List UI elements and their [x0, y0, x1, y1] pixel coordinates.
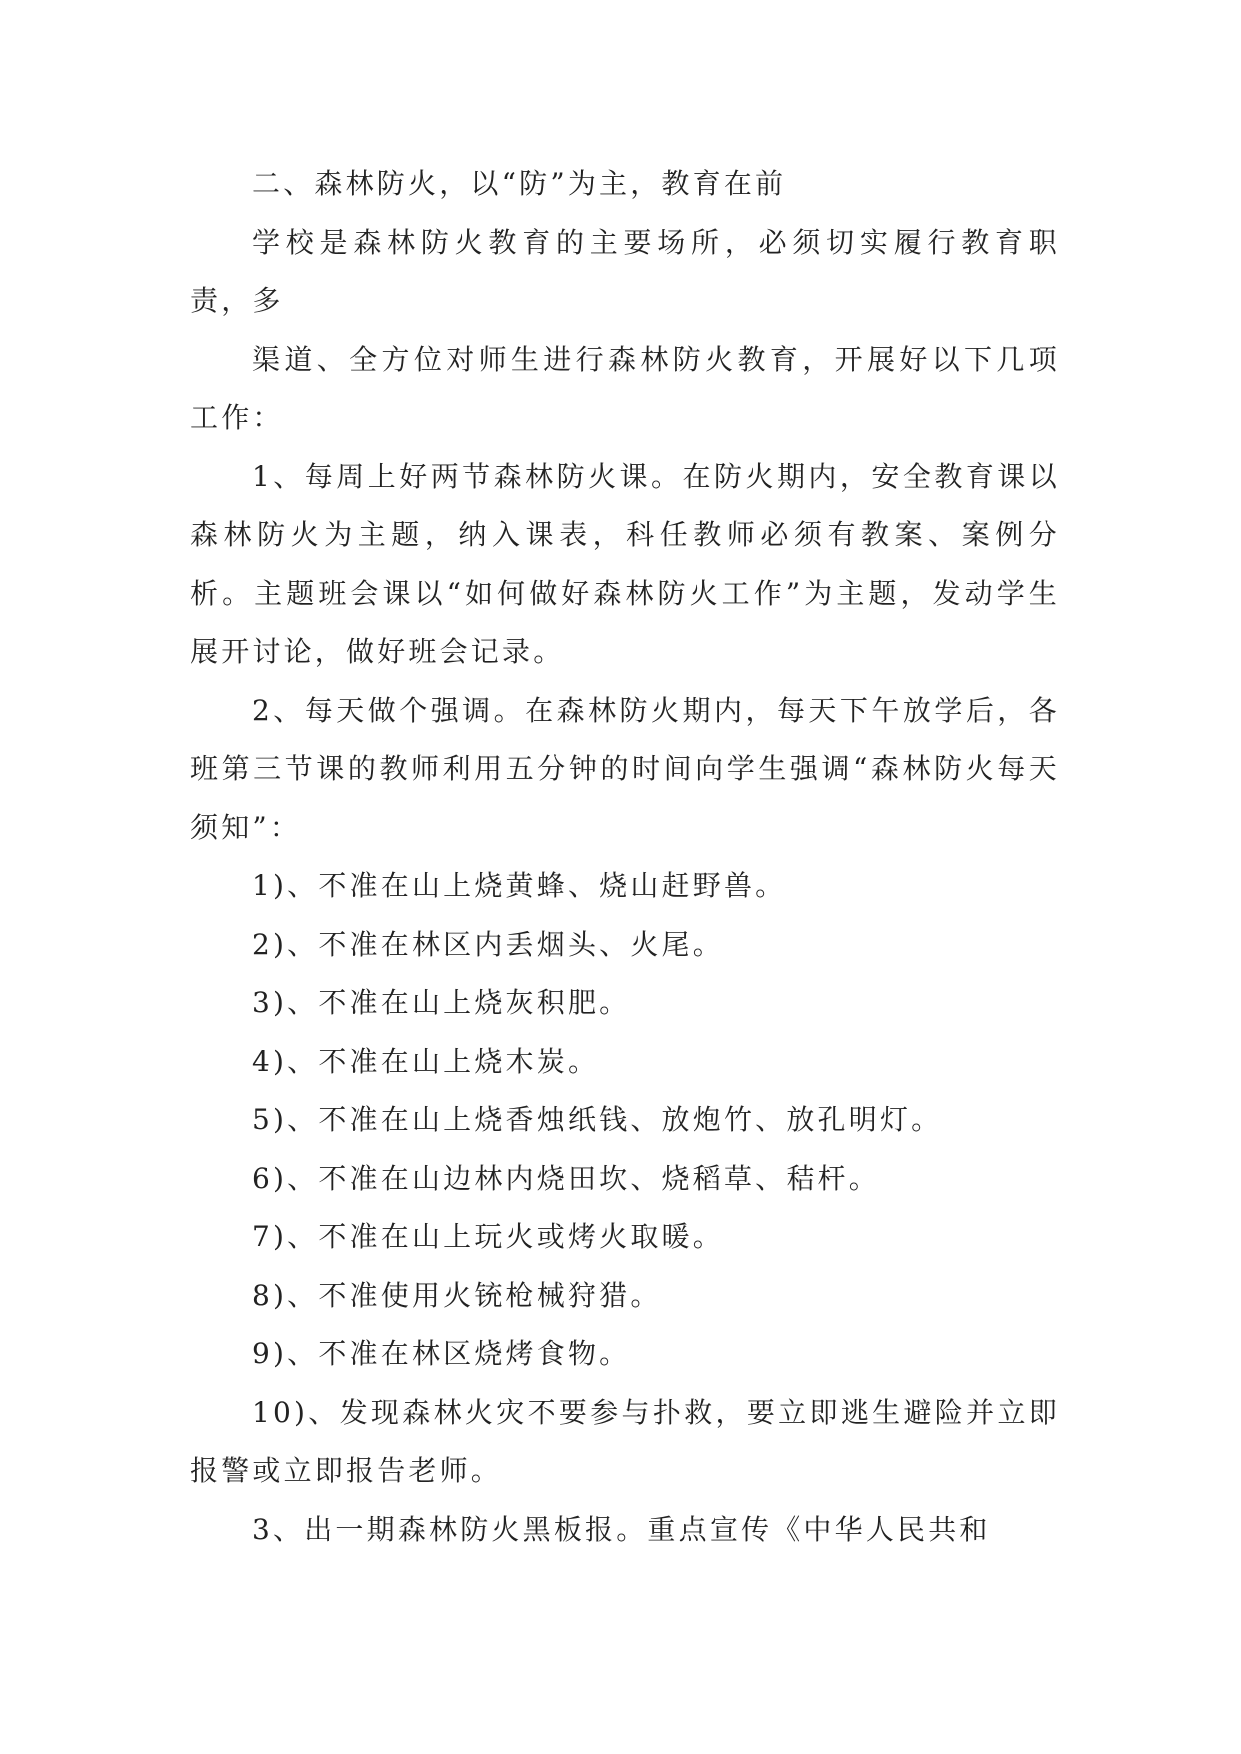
rule-item: 9)、不准在林区烧烤食物。 — [252, 1337, 631, 1370]
rule-item: 2)、不准在林区内丢烟头、火尾。 — [252, 927, 724, 961]
rule-item: 4)、不准在山上烧木炭。 — [252, 1044, 600, 1078]
rule-item: 6)、不准在山边林内烧田坎、烧稻草、秸杆。 — [252, 1161, 880, 1195]
document-body — [190, 155, 1060, 1559]
paragraph: 3、出一期森林防火黑板报。重点宣传《中华人民共和 — [252, 1512, 991, 1546]
paragraph: 渠道、全方位对师生进行森林防火教育，开展好以下几项工作： — [190, 342, 1060, 434]
rule-item: 3)、不准在山上烧灰积肥。 — [252, 986, 631, 1019]
rule-item: 10)、发现森林火灾不要参与扑救，要立即逃生避险并立即报警或立即报告老师。 — [190, 1395, 1060, 1487]
paragraph: 学校是森林防火教育的主要场所，必须切实履行教育职责，多 — [190, 225, 1060, 317]
paragraph: 2、每天做个强调。在森林防火期内，每天下午放学后，各班第三节课的教师利用五分钟的时间向学生强调“森林防火每天须知”： — [190, 693, 1060, 844]
rule-item: 5)、不准在山上烧香烛纸钱、放炮竹、放孔明灯。 — [252, 1103, 943, 1136]
section-heading: 二、森林防火，以“防”为主，教育在前 — [252, 167, 787, 200]
rule-item: 8)、不准使用火铳枪械狩猎。 — [252, 1278, 662, 1312]
rule-item: 7)、不准在山上玩火或烤火取暖。 — [252, 1220, 724, 1253]
rule-item: 1)、不准在山上烧黄蜂、烧山赶野兽。 — [252, 869, 787, 902]
paragraph: 1、每周上好两节森林防火课。在防火期内，安全教育课以森林防火为主题，纳入课表，科任教师必须有教案、案例分析。主题班会课以“如何做好森林防火工作”为主题，发动学生展开讨论，做好班会记录。 — [190, 459, 1060, 668]
